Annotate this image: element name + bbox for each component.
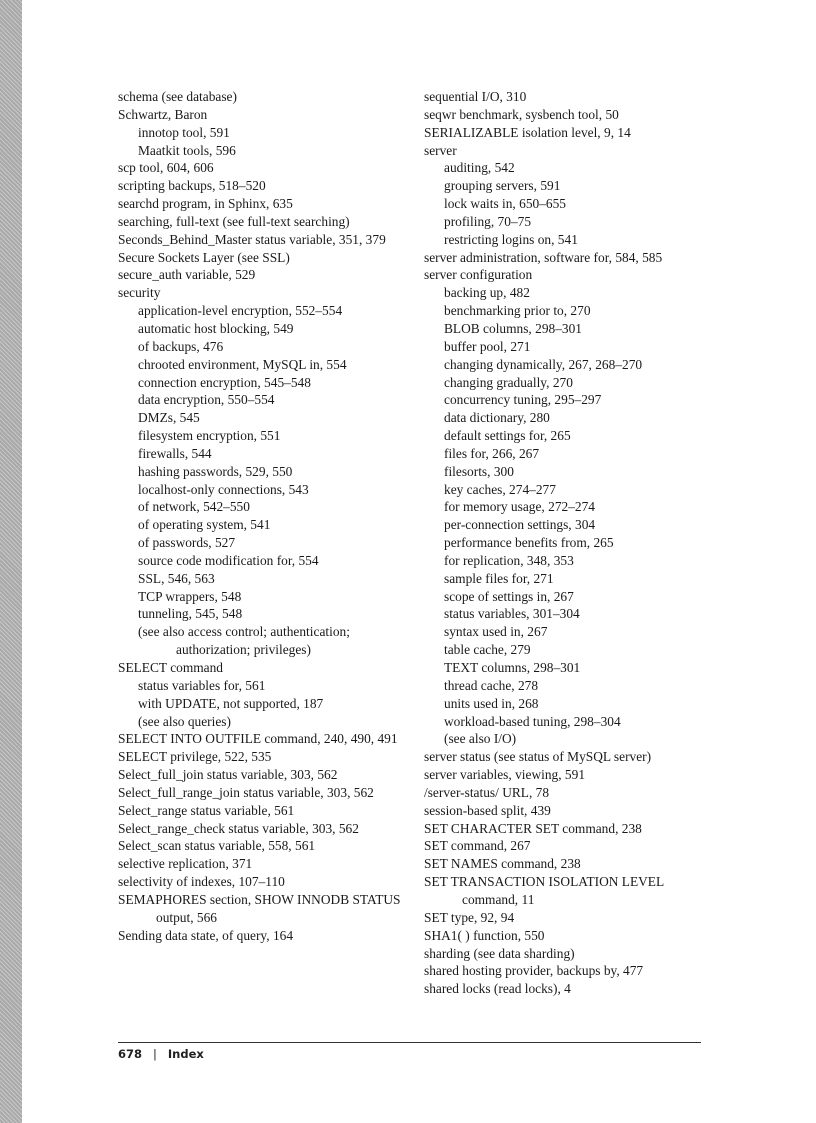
index-entry: shared hosting provider, backups by, 477 (424, 963, 644, 979)
index-subentry: data dictionary, 280 (444, 410, 550, 426)
index-subentry: Maatkit tools, 596 (138, 142, 236, 158)
index-subentry: key caches, 274–277 (444, 481, 556, 497)
index-entry: Select_full_range_join status variable, 303, 562 (118, 784, 374, 800)
index-entry: searching, full-text (see full-text searching) (118, 213, 350, 229)
index-entry: scp tool, 604, 606 (118, 160, 214, 176)
index-subentry: (see also access control; authentication; authorization; privileges) (138, 624, 350, 658)
index-subentry: application-level encryption, 552–554 (138, 303, 343, 319)
index-subentry: default settings for, 265 (444, 428, 571, 444)
index-entry: selectivity of indexes, 107–110 (118, 874, 285, 890)
page-number: 678 (118, 1047, 143, 1061)
index-entry: scripting backups, 518–520 (118, 178, 266, 194)
index-subentry: lock waits in, 650–655 (444, 196, 566, 212)
index-subentry: of backups, 476 (138, 338, 224, 354)
index-subentry: of network, 542–550 (138, 499, 250, 515)
index-entry: SELECT INTO OUTFILE command, 240, 490, 491 (118, 731, 398, 747)
index-subentry: units used in, 268 (444, 695, 539, 711)
index-entry: security (118, 285, 161, 301)
footer-rule (118, 1042, 701, 1043)
index-subentry: grouping servers, 591 (444, 178, 561, 194)
index-subentry: connection encryption, 545–548 (138, 374, 311, 390)
index-entry: SET TRANSACTION ISOLATION LEVEL command, 11 (424, 874, 664, 907)
index-entry: session-based split, 439 (424, 802, 551, 818)
index-entry: sequential I/O, 310 (424, 89, 527, 104)
index-subentry: (see also queries) (138, 713, 231, 729)
index-subentry: TEXT columns, 298–301 (444, 660, 581, 675)
index-entry: /server-status/ URL, 78 (424, 784, 550, 800)
index-entry: Select_full_join status variable, 303, 562 (118, 767, 338, 783)
section-name: Index (167, 1047, 204, 1061)
index-subentry: (see also I/O) (444, 731, 517, 747)
index-entry: server status (see status of MySQL server) (424, 749, 652, 765)
index-subentry: per-connection settings, 304 (444, 517, 596, 533)
index-entry: server (424, 142, 457, 158)
index-entry: shared locks (read locks), 4 (424, 981, 571, 997)
index-entry: Seconds_Behind_Master status variable, 351, 379 (118, 231, 386, 247)
index-subentry: DMZs, 545 (138, 410, 200, 426)
index-subentry: status variables for, 561 (138, 677, 266, 693)
index-subentry: table cache, 279 (444, 642, 531, 658)
index-subentry: benchmarking prior to, 270 (444, 303, 591, 319)
index-entry: SERIALIZABLE isolation level, 9, 14 (424, 124, 631, 140)
index-subentry: chrooted environment, MySQL in, 554 (138, 356, 347, 372)
index-subentry: syntax used in, 267 (444, 624, 548, 640)
index-subentry: BLOB columns, 298–301 (444, 320, 582, 336)
index-subentry: thread cache, 278 (444, 677, 539, 693)
index-entry: searchd program, in Sphinx, 635 (118, 196, 293, 212)
index-subentry: changing dynamically, 267, 268–270 (444, 356, 643, 372)
index-column-left (118, 88, 408, 945)
index-subentry: workload-based tuning, 298–304 (444, 713, 621, 729)
page-edge-stripe (0, 0, 22, 1123)
index-entry: schema (see database) (118, 89, 237, 104)
footer-separator: | (153, 1047, 157, 1061)
index-subentry: hashing passwords, 529, 550 (138, 463, 293, 479)
index-subentry: of passwords, 527 (138, 535, 236, 551)
index-subentry: profiling, 70–75 (444, 213, 532, 229)
index-subentry: auditing, 542 (444, 160, 515, 176)
index-subentry: automatic host blocking, 549 (138, 320, 294, 336)
index-subentry: source code modification for, 554 (138, 552, 319, 568)
index-entry: server variables, viewing, 591 (424, 767, 586, 783)
index-subentry: concurrency tuning, 295–297 (444, 392, 602, 408)
index-subentry: for replication, 348, 353 (444, 552, 574, 568)
index-entry: server configuration (424, 267, 533, 283)
index-entry: secure_auth variable, 529 (118, 267, 256, 283)
index-subentry: restricting logins on, 541 (444, 231, 578, 247)
index-entry: Schwartz, Baron (118, 106, 208, 122)
index-subentry: data encryption, 550–554 (138, 392, 275, 408)
index-subentry: firewalls, 544 (138, 445, 212, 461)
index-entry: selective replication, 371 (118, 856, 253, 872)
index-entry: Select_scan status variable, 558, 561 (118, 838, 316, 854)
index-subentry: localhost-only connections, 543 (138, 481, 309, 497)
index-subentry: sample files for, 271 (444, 570, 554, 586)
index-entry: SET NAMES command, 238 (424, 856, 581, 872)
index-subentry: SSL, 546, 563 (138, 570, 215, 586)
index-subentry: with UPDATE, not supported, 187 (138, 695, 324, 711)
index-entry: SET command, 267 (424, 838, 531, 854)
index-subentry: backing up, 482 (444, 285, 530, 301)
index-subentry: scope of settings in, 267 (444, 588, 574, 604)
index-subentry: performance benefits from, 265 (444, 535, 614, 551)
index-entry: SEMAPHORES section, SHOW INNODB STATUS output, 566 (118, 891, 401, 925)
index-subentry: buffer pool, 271 (444, 338, 531, 354)
index-entry: Select_range_check status variable, 303, 562 (118, 820, 359, 836)
index-entry: SET CHARACTER SET command, 238 (424, 820, 642, 836)
index-subentry: innotop tool, 591 (138, 124, 230, 140)
index-entry: Select_range status variable, 561 (118, 802, 295, 818)
index-subentry: files for, 266, 267 (444, 445, 540, 461)
page-footer (118, 1047, 204, 1061)
index-entry: SHA1( ) function, 550 (424, 927, 545, 943)
index-entry: Sending data state, of query, 164 (118, 927, 294, 943)
index-subentry: changing gradually, 270 (444, 374, 573, 390)
index-entry: seqwr benchmark, sysbench tool, 50 (424, 106, 619, 122)
index-column-right (424, 88, 714, 998)
index-entry: Secure Sockets Layer (see SSL) (118, 249, 290, 265)
index-subentry: tunneling, 545, 548 (138, 606, 243, 622)
index-entry: SELECT privilege, 522, 535 (118, 749, 272, 765)
index-entry: server administration, software for, 584, 585 (424, 249, 663, 265)
index-subentry: filesystem encryption, 551 (138, 428, 281, 444)
index-subentry: filesorts, 300 (444, 463, 514, 479)
index-subentry: of operating system, 541 (138, 517, 271, 533)
index-entry: SET type, 92, 94 (424, 909, 515, 925)
index-subentry: TCP wrappers, 548 (138, 588, 242, 604)
index-entry: SELECT command (118, 660, 224, 675)
index-entry: sharding (see data sharding) (424, 945, 575, 961)
index-subentry: for memory usage, 272–274 (444, 499, 595, 515)
index-subentry: status variables, 301–304 (444, 606, 580, 622)
